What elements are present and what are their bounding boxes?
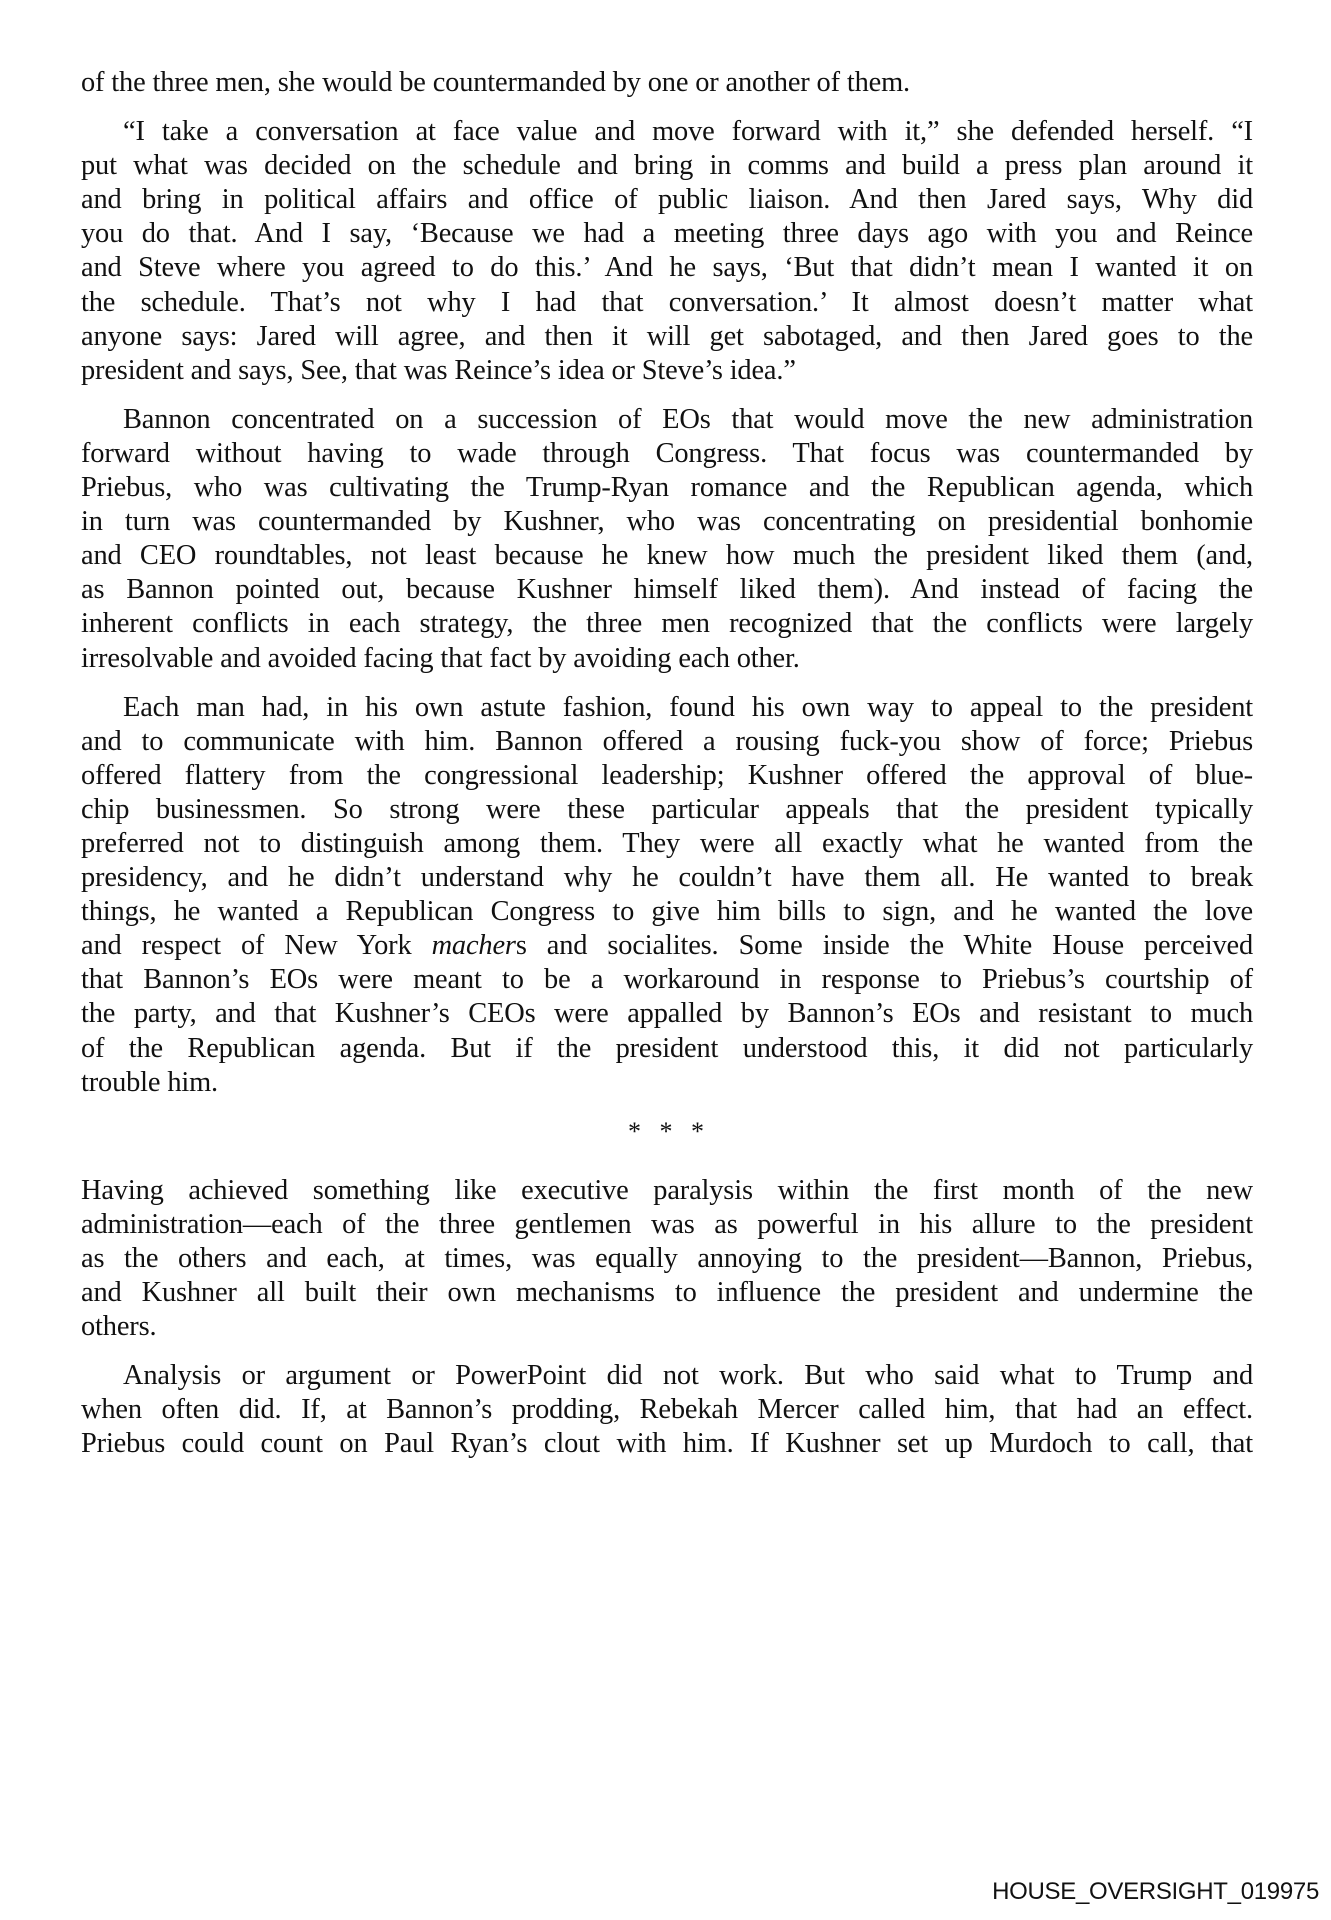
text-line: “I take a conversation at face value and move forward with it,” she defended herself. “I xyxy=(123,116,1253,148)
italic-word: macher xyxy=(431,930,516,962)
text-line: irresolvable and avoided facing that fact by avoiding each other. xyxy=(81,642,800,674)
text-line: president and says, See, that was Reince’s idea or Steve’s idea.” xyxy=(81,354,796,386)
text-line: administration—each of the three gentlemen was as powerful in his allure to the president xyxy=(81,1208,1253,1240)
text-line: preferred not to distinguish among them. They were all exactly what he wanted from the xyxy=(81,827,1253,859)
paragraph xyxy=(81,1359,1253,1461)
document-id-stamp: HOUSE_OVERSIGHT_019975 xyxy=(992,1878,1319,1905)
text-fragment: s and socialites. Some inside the White House perceived xyxy=(515,930,1253,962)
text-line: chip businessmen. So strong were these particular appeals that the president typically xyxy=(81,793,1253,825)
text-line: Having achieved something like executive paralysis within the first month of the new xyxy=(81,1174,1253,1206)
text-line: you do that. And I say, ‘Because we had a meeting three days ago with you and Reince xyxy=(81,218,1253,250)
text-fragment: and respect of New York xyxy=(81,930,432,962)
text-line: when often did. If, at Bannon’s prodding, Rebekah Mercer called him, that had an effect. xyxy=(81,1394,1253,1426)
document-page xyxy=(81,66,1253,1461)
text-line: of the Republican agenda. But if the president understood this, it did not particularly xyxy=(81,1032,1253,1064)
text-line: and bring in political affairs and office of public liaison. And then Jared says, Why did xyxy=(81,184,1253,216)
text-line: forward without having to wade through Congress. That focus was countermanded by xyxy=(81,437,1253,469)
text-line: trouble him. xyxy=(81,1066,218,1098)
paragraph xyxy=(81,66,1253,100)
paragraph xyxy=(81,691,1253,1100)
text-line: that Bannon’s EOs were meant to be a workaround in response to Priebus’s courtship of xyxy=(81,964,1253,996)
text-line: offered flattery from the congressional leadership; Kushner offered the approval of blue- xyxy=(81,759,1253,791)
text-line: as Bannon pointed out, because Kushner himself liked them). And instead of facing the xyxy=(81,574,1253,606)
text-line: in turn was countermanded by Kushner, who was concentrating on presidential bonhomie xyxy=(81,506,1253,538)
text-line: Priebus, who was cultivating the Trump-Ryan romance and the Republican agenda, which xyxy=(81,472,1253,504)
text-line: presidency, and he didn’t understand why he couldn’t have them all. He wanted to break xyxy=(81,862,1253,894)
text-line-with-italic xyxy=(81,929,1253,963)
text-line: Priebus could count on Paul Ryan’s clout with him. If Kushner set up Murdoch to call, that xyxy=(81,1428,1253,1460)
section-break: * * * xyxy=(628,1116,710,1146)
text-line: anyone says: Jared will agree, and then it will get sabotaged, and then Jared goes to the xyxy=(81,320,1253,352)
text-line: Bannon concentrated on a succession of EOs that would move the new administration xyxy=(123,403,1253,435)
paragraph xyxy=(81,403,1253,676)
text-line: and Steve where you agreed to do this.’ And he says, ‘But that didn’t mean I wanted it on xyxy=(81,252,1253,284)
text-line: the schedule. That’s not why I had that conversation.’ It almost doesn’t matter what xyxy=(81,286,1253,318)
text-line: and Kushner all built their own mechanisms to influence the president and undermine the xyxy=(81,1277,1253,1308)
text-line: of the three men, she would be countermanded by one or another of them. xyxy=(81,67,910,98)
text-line: and CEO roundtables, not least because he knew how much the president liked them (and, xyxy=(81,540,1253,572)
text-line: Each man had, in his own astute fashion, found his own way to appeal to the president xyxy=(123,691,1253,723)
text-line: as the others and each, at times, was equally annoying to the president—Bannon, Priebus, xyxy=(81,1242,1253,1274)
text-line: inherent conflicts in each strategy, the three men recognized that the conflicts were largely xyxy=(81,608,1253,640)
text-line: and to communicate with him. Bannon offered a rousing fuck-you show of force; Priebus xyxy=(81,725,1253,757)
text-line: Analysis or argument or PowerPoint did not work. But who said what to Trump and xyxy=(123,1360,1253,1392)
text-line: others. xyxy=(81,1311,157,1343)
text-line: things, he wanted a Republican Congress to give him bills to sign, and he wanted the love xyxy=(81,896,1253,928)
text-line: the party, and that Kushner’s CEOs were appalled by Bannon’s EOs and resistant to much xyxy=(81,998,1253,1030)
text-line: put what was decided on the schedule and bring in comms and build a press plan around it xyxy=(81,150,1253,182)
paragraph xyxy=(81,115,1253,388)
paragraph xyxy=(81,1174,1253,1344)
